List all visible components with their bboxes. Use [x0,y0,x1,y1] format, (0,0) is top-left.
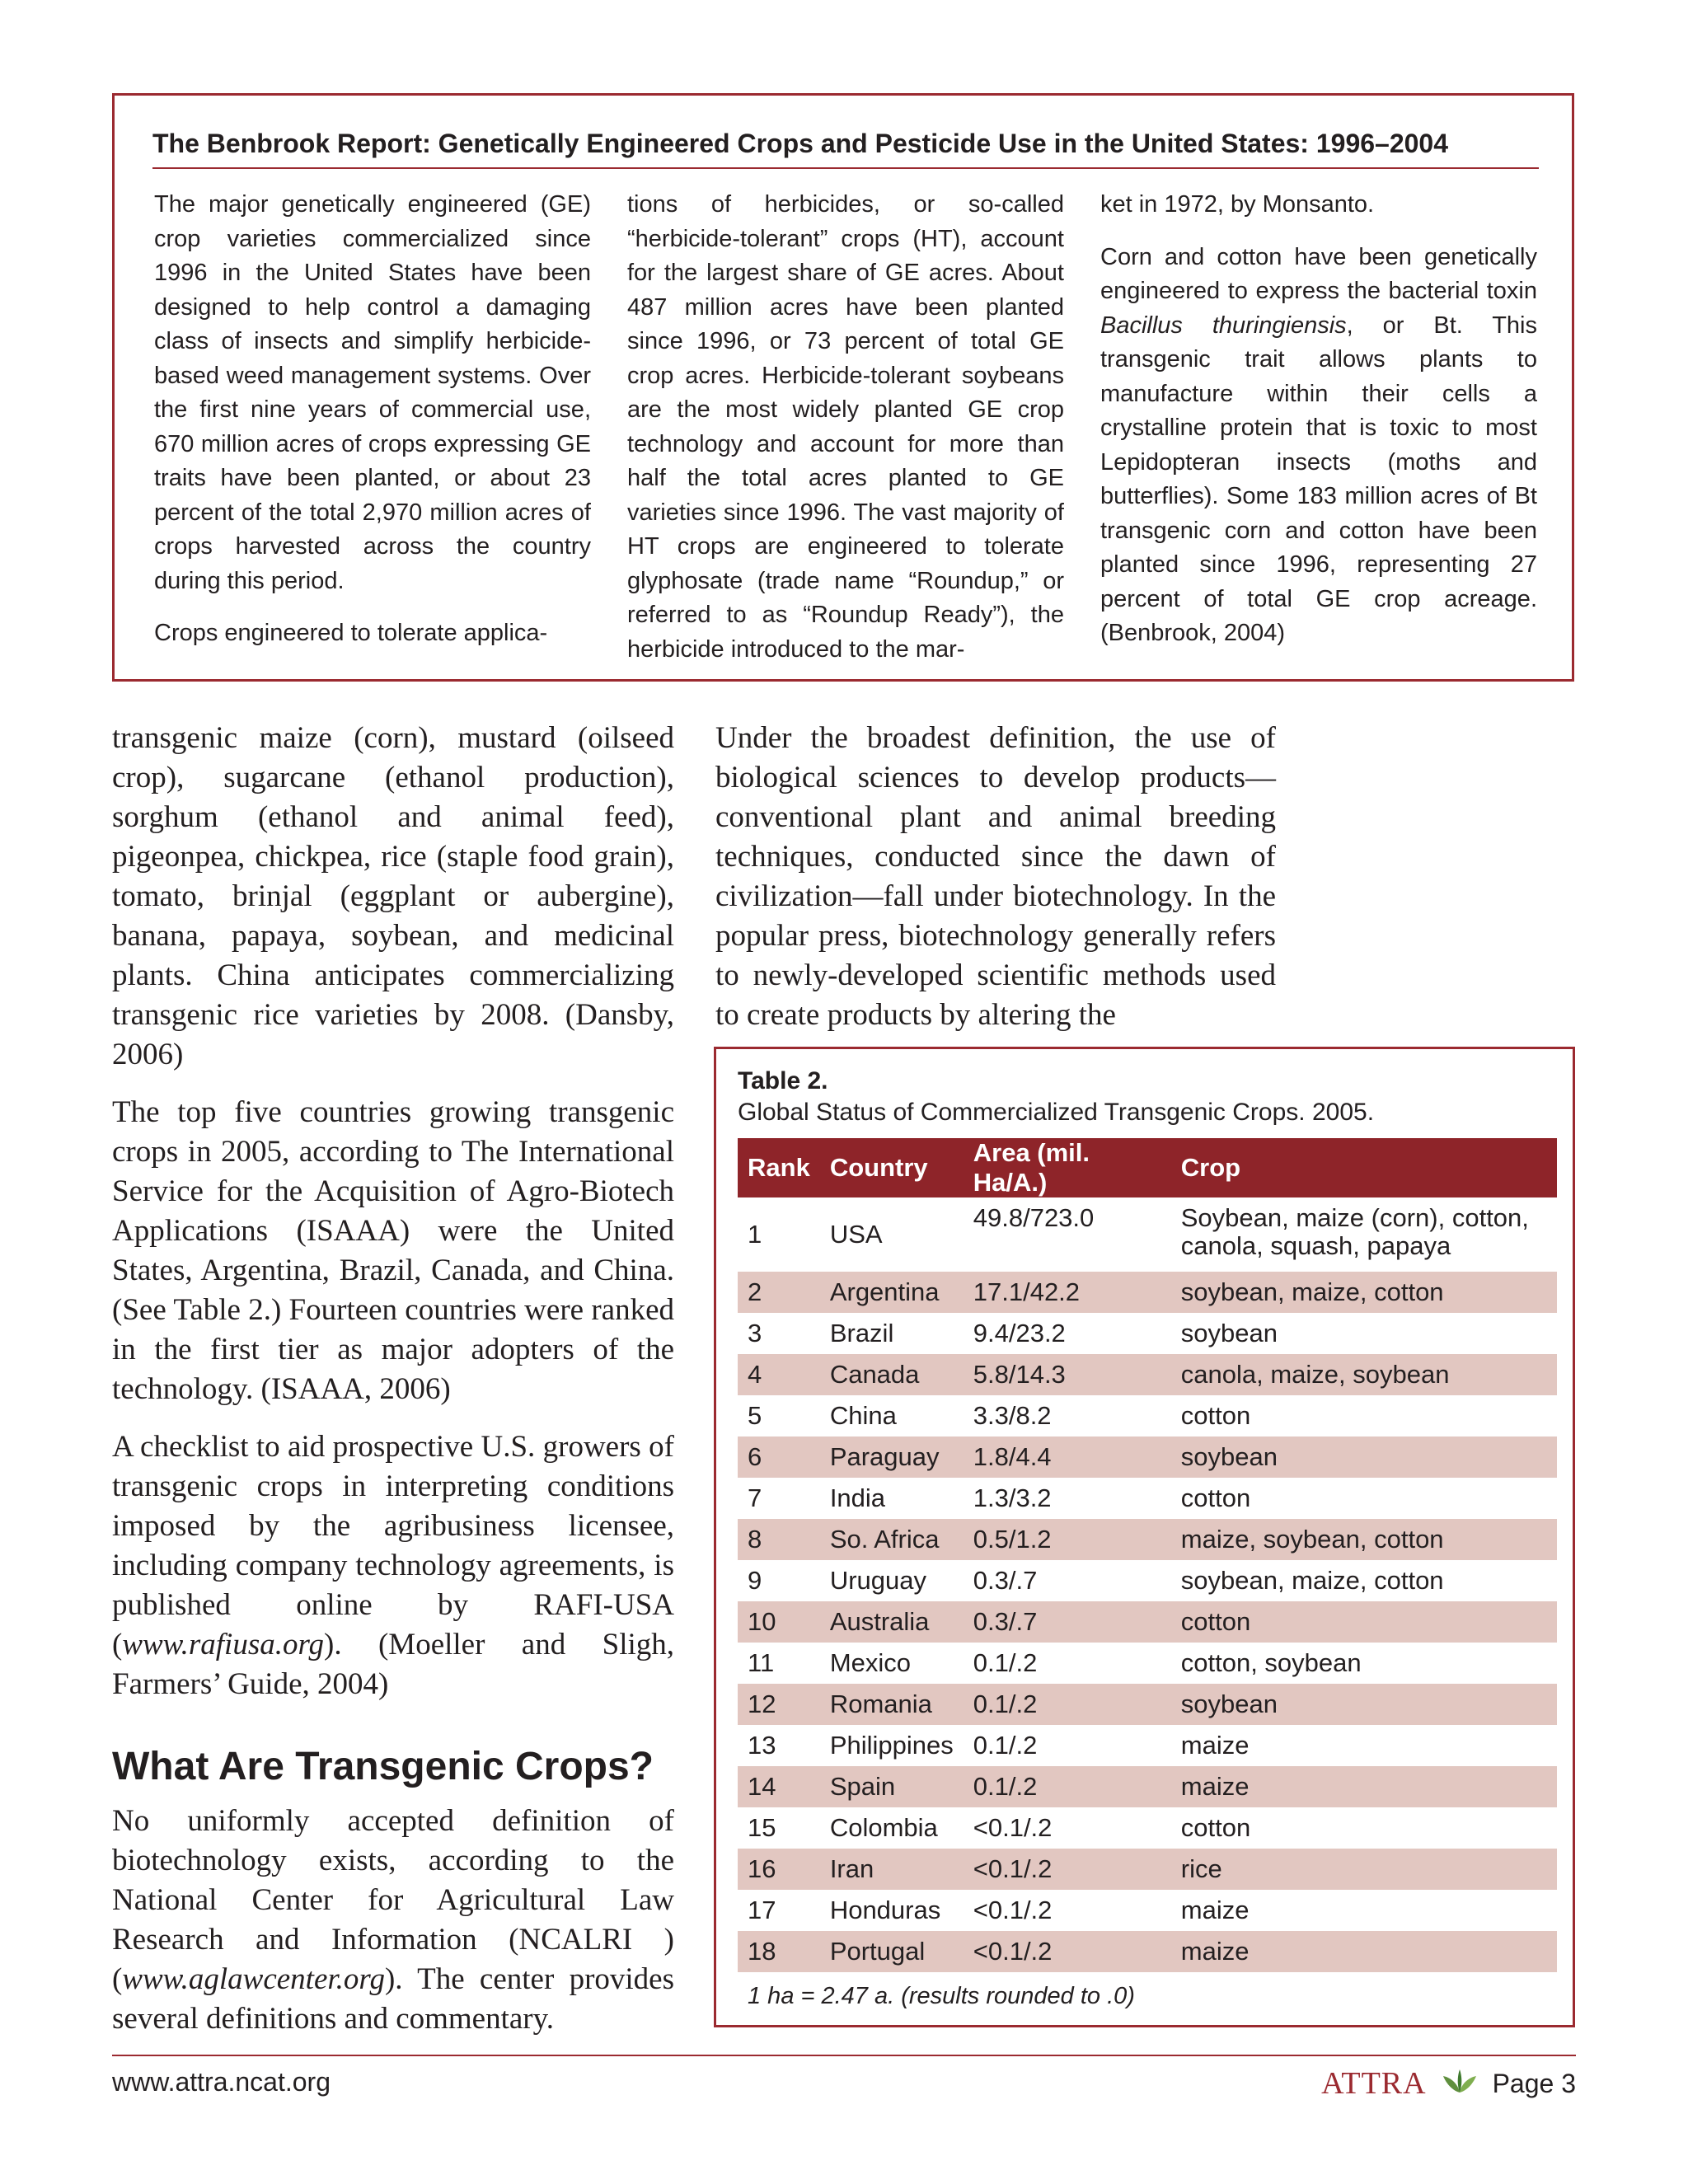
cell-area: 0.1/.2 [973,1648,1038,1677]
column-header-area: Area (mil. Ha/A.) [964,1138,1171,1197]
sidebar-paragraph: The major genetically engineered (GE) crop varieties commercialized since 1996 in the United States have been designed to help control a damaging class of insects and simplify herbicide-based weed management systems. Over the first nine years of commercial use, 670 million acres of crops expressing GE traits have been planted, or about 23 percent of the total 2,970 million acres of crops harvested across the country during this period. [154,191,591,594]
cell-area: 0.1/.2 [973,1731,1038,1760]
cell-crop: maize [1180,1896,1250,1924]
cell-rank: 6 [738,1436,820,1478]
table-title: Table 2. [738,1067,828,1094]
table-row [738,1197,1557,1272]
cell-country: Brazil [829,1319,894,1347]
cell-area: 1.3/3.2 [973,1483,1052,1512]
table-row [738,1931,1557,1972]
cell-rank: 9 [748,1566,762,1595]
cell-rank: 4 [738,1354,820,1395]
cell-crop: cotton [1180,1813,1251,1842]
body-text: ). The center provides several definitions and commentary. [112,1962,674,2036]
cell-rank: 2 [738,1272,820,1313]
cell-crop: rice [1171,1849,1557,1890]
cell-crop: soybean [1171,1684,1557,1725]
cell-rank: 13 [748,1731,776,1760]
cell-area: 1.8/4.4 [964,1436,1171,1478]
cell-rank: 10 [738,1601,820,1643]
table-row [738,1272,1557,1313]
cell-area: 17.1/42.2 [964,1272,1171,1313]
cell-area: 0.3/.7 [973,1566,1038,1595]
cell-crop: Soybean, maize (corn), cotton, canola, squash, papaya [1180,1203,1529,1260]
cell-country: China [829,1401,897,1430]
cell-country: Colombia [829,1813,938,1842]
cell-crop: soybean [1171,1436,1557,1478]
cell-country: USA [829,1220,883,1249]
cell-rank: 1 [748,1220,762,1249]
table-row [738,1807,1557,1849]
body-paragraph: Under the broadest definition, the use of biological sciences to develop products—conventional plant and animal breeding techniques, conducted since the dawn of civilization—fall under biotechnology. In the popular press, biotechnology generally refers to newly-developed scientific methods used to create products by altering the [715,721,1276,1032]
cell-rank: 17 [748,1896,776,1924]
cell-rank: 8 [738,1519,820,1560]
cell-area: <0.1/.2 [973,1813,1053,1842]
cell-country: Iran [820,1849,964,1890]
sidebar-text: , or Bt. This transgenic trait allows plants to manufacture within their cells a crystalline protein that is toxic to most Lepidopteran insects (moths and butterflies). Some 183 million acres of Bt transgenic corn and cotton have been planted since 1996, representing 27 percent of total GE crop acreage. (Benbrook, 2004) [1100,312,1537,646]
cell-rank: 18 [738,1931,820,1972]
cell-crop: soybean [1180,1319,1278,1347]
table-row [738,1766,1557,1807]
cell-country: Paraguay [820,1436,964,1478]
sidebar-paragraph: Crops engineered to tolerate applica- [154,620,548,646]
table-2-box [714,1047,1575,2027]
cell-crop: canola, maize, soybean [1171,1354,1557,1395]
body-paragraph: The top five countries growing transgenic crops in 2005, according to The International Service for the Acquisition of Agro-Biotech Applications (ISAAA) were the United States, Argentina, Brazil, Canada, and China. (See Table 2.) Fourteen countries were ranked in the first tier as major adopters of the technology. (ISAAA, 2006) [112,1095,674,1406]
cell-crop: cotton [1180,1483,1251,1512]
cell-rank: 15 [748,1813,776,1842]
cell-crop: maize [1180,1731,1250,1760]
body-paragraph [112,1802,674,2039]
cell-country: Honduras [829,1896,941,1924]
table-row [738,1560,1557,1601]
leaf-icon [1440,2068,1479,2100]
cell-area: <0.1/.2 [964,1849,1171,1890]
column-header-country: Country [820,1138,964,1197]
transgenic-crops-table [738,1138,1557,1972]
footer-branding [1321,2065,1576,2102]
footer-rule [112,2055,1576,2056]
cell-country: Philippines [829,1731,954,1760]
attra-logo: ATTRA [1321,2066,1427,2101]
cell-rank: 12 [738,1684,820,1725]
table-row [738,1395,1557,1436]
cell-rank: 16 [738,1849,820,1890]
table-footnote: 1 ha = 2.47 a. (results rounded to .0) [748,1983,1135,2009]
column-header-crop: Crop [1171,1138,1557,1197]
body-paragraph [112,1427,674,1704]
cell-rank: 7 [748,1483,762,1512]
sidebar-paragraph [1100,241,1537,651]
cell-area: 0.5/1.2 [964,1519,1171,1560]
body-column-left [112,719,674,2057]
table-row [738,1313,1557,1354]
table-row [738,1354,1557,1395]
sidebar-column-3 [1100,188,1537,669]
sidebar-column-2 [627,188,1064,685]
cell-country: Canada [820,1354,964,1395]
cell-area: 0.1/.2 [964,1684,1171,1725]
table-row [738,1643,1557,1684]
cell-country: So. Africa [820,1519,964,1560]
body-text: ). (Moeller and Sligh, Farmers’ Guide, 2004) [112,1628,674,1701]
cell-crop: soybean, maize, cotton [1180,1566,1444,1595]
cell-country: Argentina [820,1272,964,1313]
column-header-rank: Rank [738,1138,820,1197]
cell-rank: 3 [748,1319,762,1347]
table-header-row [738,1138,1557,1197]
cell-country: Spain [820,1766,964,1807]
table-row [738,1436,1557,1478]
body-paragraph: transgenic maize (corn), mustard (oilseed crop), sugarcane (ethanol production), sorghum (ethanol and animal feed), pigeonpea, chickpea, rice (staple food grain), tomato, brinjal (eggplant or aubergine), banana, papaya, soybean, and medicinal plants. China anticipates commercializing transgenic rice varieties by 2008. (Dansby, 2006) [112,721,674,1071]
table-row [738,1684,1557,1725]
cell-crop: maize [1171,1931,1557,1972]
body-text: A checklist to aid prospective U.S. growers of transgenic crops in interpreting conditions imposed by the agribusiness licensee, including company technology agreements, is published online by RAFI-USA ( [112,1430,674,1661]
sidebar-text: Corn and cotton have been genetically engineered to express the bacterial toxin [1100,243,1537,304]
cell-crop: soybean, maize, cotton [1171,1272,1557,1313]
table-row [738,1478,1557,1519]
sidebar-paragraph: ket in 1972, by Monsanto. [1100,191,1375,218]
section-heading: What Are Transgenic Crops? [112,1745,654,1788]
cell-crop: cotton, soybean [1180,1648,1362,1677]
body-text: No uniformly accepted definition of biotechnology exists, according to the National Center for Agricultural Law Research and Information (NCALRI ) ( [112,1804,674,1996]
cell-country: Romania [820,1684,964,1725]
table-row [738,1890,1557,1931]
cell-country: Mexico [829,1648,912,1677]
body-column-right [715,719,1276,1053]
page-number: Page 3 [1492,2068,1576,2098]
cell-area: 0.1/.2 [964,1766,1171,1807]
cell-rank: 5 [748,1401,762,1430]
table-row [738,1601,1557,1643]
cell-area: <0.1/.2 [973,1896,1053,1924]
rafi-link[interactable]: www.rafiusa.org [122,1628,325,1661]
cell-country: India [829,1483,886,1512]
cell-country: Uruguay [829,1566,926,1595]
cell-country: Portugal [820,1931,964,1972]
cell-country: Australia [820,1601,964,1643]
cell-rank: 14 [738,1766,820,1807]
cell-crop: cotton [1171,1601,1557,1643]
aglawcenter-link[interactable]: www.aglawcenter.org [122,1962,385,1996]
cell-area: 0.3/.7 [964,1601,1171,1643]
cell-area: <0.1/.2 [964,1931,1171,1972]
cell-area: 3.3/8.2 [973,1401,1052,1430]
cell-crop: maize [1171,1766,1557,1807]
cell-area: 5.8/14.3 [964,1354,1171,1395]
footer-url[interactable]: www.attra.ncat.org [112,2067,331,2097]
table-caption: Global Status of Commercialized Transgenic Crops. 2005. [738,1099,1375,1126]
cell-crop: maize, soybean, cotton [1171,1519,1557,1560]
table-row [738,1519,1557,1560]
cell-area: 9.4/23.2 [973,1319,1066,1347]
cell-rank: 11 [748,1648,775,1677]
sidebar-title: The Benbrook Report: Genetically Engineered Crops and Pesticide Use in the United States: 1996–2004 [152,129,1539,169]
sidebar-column-1 [154,188,591,669]
benbrook-report-sidebar [112,93,1574,682]
species-name: Bacillus thuringiensis [1100,312,1347,339]
cell-area: 49.8/723.0 [973,1203,1095,1232]
cell-crop: cotton [1180,1401,1251,1430]
sidebar-paragraph: tions of herbicides, or so-called “herbicide-tolerant” crops (HT), account for the largest share of GE acres. About 487 million acres have been planted since 1996, or 73 percent of total GE crop acres. Herbicide-tolerant soybeans are the most widely planted GE crop technology and account for more than half the total acres planted to GE varieties since 1996. The vast majority of HT crops are engineered to tolerate glyphosate (trade name “Roundup,” or referred to as “Roundup Ready”), the herbicide introduced to the mar- [627,191,1064,663]
table-row [738,1849,1557,1890]
table-row [738,1725,1557,1766]
